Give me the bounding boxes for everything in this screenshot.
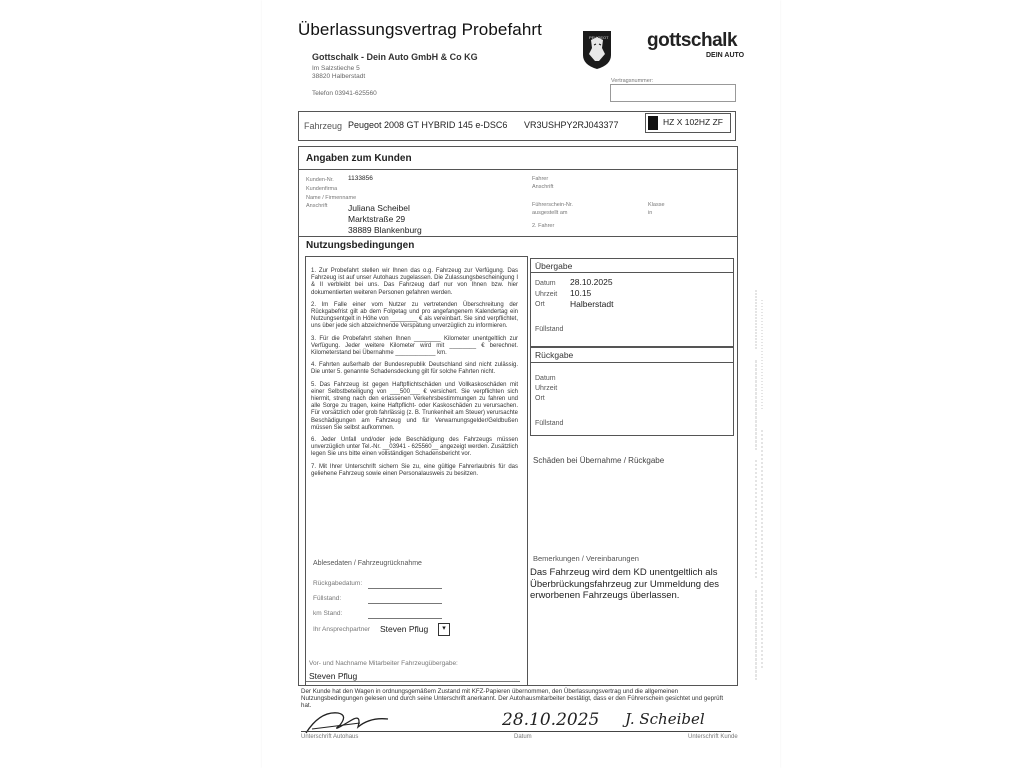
vehicle-label: Fahrzeug [304,121,343,131]
company-phone: Telefon 03941-625560 [312,90,377,97]
side-legal-text [748,290,768,680]
second-driver-label: 2. Fahrer [532,223,555,229]
handover-date: 28.10.2025 [570,277,613,287]
divider [298,236,738,237]
terms-paragraph: 6. Jeder Unfall und/oder jede Beschädigung des Fahrzeugs müssen unverzüglich unter Tel.-Nr. __03941 - 625560__ angezeigt werden. Zusätzlich legen Sie uns bitte einen vollständigen Schadensbericht vor. [311,437,518,458]
handover-time: 10.15 [570,288,592,298]
handover-place-label: Ort [535,301,545,308]
customer-city: 38889 Blankenburg [348,225,422,235]
footer-statement: Der Kunde hat den Wagen in ordnungsgemäßem Zustand mit KFZ-Papieren übernommen, den Überlassungsvertrag und die allgemeinen Nutzungsbedingungen gelesen und durch seine Unterschrift anerkannt. Der Autohausmitarbeiter bestätigt, dass er den Führerschein gesichtet und geprüft hat. [301,688,724,709]
divider [530,362,734,363]
dealer-sign-label: Unterschrift Autohaus [301,734,359,740]
vehicle-vin: VR3USHPY2RJ043377 [524,120,619,130]
return-date-field [368,588,442,589]
terms-paragraph: 4. Fahrten außerhalb der Bundesrepublik Deutschland sind nicht zulässig. Die unter 5. genannte Schadensdeckung gilt für solche Fahrten nicht. [311,362,518,376]
terms-paragraph: 7. Mit Ihrer Unterschrift sichern Sie zu, eine gültige Fahrerlaubnis für das geliehene Fahrzeug sowie einen Personalausweis zu besitzen. [311,463,518,477]
terms-paragraph: 1. Zur Probefahrt stellen wir Ihnen das o.g. Fahrzeug zur Verfügung. Das Fahrzeug ist auf unser Autohaus zugelassen. Die Zulassungsbescheinigung I & II verbleibt bei uns. Das Fahrzeug darf nur von Ihnen bzw. hier dokumentierten weiteren Personen gefahren werden. [311,268,518,296]
company-name: Gottschalk - Dein Auto GmbH & Co KG [312,52,478,62]
return-fuel-field [368,603,442,604]
handover-fuel-label: Füllstand [535,326,564,333]
remarks-text: Das Fahrzeug wird dem KD unentgeltlich als Überbrückungsfahrzeug zur Ummeldung des erworbenen Fahrzeugs überlassen. [530,567,720,601]
employee-field [306,681,520,682]
contract-number-label: Vertragsnummer: [611,78,654,84]
customer-firm-label: Kundenfirma [306,186,338,192]
customer-name: Juliana Scheibel [348,203,410,213]
return-time-label: Uhrzeit [535,385,558,392]
company-street: Im Salzstieche 5 [312,65,360,72]
return-date-label: Rückgabedatum: [313,580,363,587]
dropdown-button[interactable] [438,623,450,636]
handwritten-date: 28.10.2025 [502,710,600,730]
divider [298,169,738,170]
company-city: 38820 Halberstadt [312,73,366,80]
return-fuel-label: Füllstand: [313,595,342,602]
handover-heading: Übergabe [535,261,573,271]
license-label: Führerschein-Nr. [532,202,573,208]
driver-label: Fahrer [532,176,549,182]
terms-paragraph: 3. Für die Probefahrt stehen Ihnen ________ Kilometer unentgeltlich zur Verfügung. Jeder weitere Kilometer wird mit ________ € berechnet. Kilometerstand bei Übernahme ____________ km. [311,335,518,357]
terms-text [311,268,518,483]
customer-street: Marktstraße 29 [348,214,406,224]
lion-icon-label: PEUGEOT [589,35,609,40]
employee-label: Vor- und Nachname Mitarbeiter Fahrzeugübergabe: [309,660,458,667]
terms-heading: Nutzungsbedingungen [306,240,415,251]
customer-number-label: Kunden-Nr. [306,177,334,183]
license-issued-label: ausgestellt am [532,210,568,216]
customer-name-label: Name / Firmenname [306,195,357,201]
return-data-heading: Ablesedaten / Fahrzeugrücknahme [313,560,422,567]
damages-label: Schäden bei Übernahme / Rückgabe [533,456,665,465]
contract-number-field [610,84,736,102]
brand-logo: gottschalk [647,30,738,51]
return-heading: Rückgabe [535,350,574,360]
handover-date-label: Datum [535,280,556,287]
vehicle-plate: HZ X 102HZ ZF [663,117,723,127]
terms-paragraph: 5. Das Fahrzeug ist gegen Haftpflichtschäden und Vollkaskoschäden mit einer Selbstbeteiligung von ___500___ € versichert. Sie verpflichten sich hiermit, streng nach den erlassenen Verkehrsbestimmungen zu fahren und alle Sorge zu tragen, keine Haftpflicht- oder Kaskoschäden zu verursachen. Für vorsätzlich oder grob fahrlässig (z. B. Trunkenheit am Steuer) verursachte Beschädigungen am Fahrzeug und für Verwarnungsgelder/Geldbußen müssen Sie selbst aufkommen. [311,381,518,431]
brand-subtitle: DEIN AUTO [706,52,745,59]
vehicle-model: Peugeot 2008 GT HYBRID 145 e-DSC6 [348,120,508,130]
handover-place: Halberstadt [570,299,614,309]
plate-eu-strip [648,116,658,130]
signature-line [301,731,731,732]
customer-signature: J. Scheibel [625,710,705,728]
customer-address-label: Anschrift [306,203,328,209]
driver-address-label: Anschrift [532,184,554,190]
license-in-label: in [648,210,653,216]
return-km-label: km Stand: [313,610,343,617]
customer-number: 1133856 [348,175,373,182]
handover-time-label: Uhrzeit [535,291,558,298]
return-km-field [368,618,442,619]
terms-paragraph: 2. Im Falle einer vom Nutzer zu vertretenden Überschreitung der Rückgabefrist gilt ab dem Folgetag und pro angefangenem Kalendertag ein Nutzungsentgelt in Höhe von ________ € als vereinbart. Sie sind verpflichtet, uns über jede sich abzeichnende Verspätung unverzüglich zu informieren. [311,301,518,330]
chevron-down-icon: ▾ [442,625,446,632]
divider [530,272,734,273]
contact-label: Ihr Ansprechpartner [313,626,371,633]
customer-sign-label: Unterschrift Kunde [688,734,738,740]
document-title: Überlassungsvertrag Probefahrt [298,20,542,39]
return-fuel-label: Füllstand [535,420,564,427]
employee-value: Steven Pflug [309,671,358,681]
remarks-label: Bemerkungen / Vereinbarungen [533,554,639,563]
contact-value: Steven Pflug [380,624,429,634]
license-class-label: Klasse [648,202,665,208]
customer-heading: Angaben zum Kunden [306,153,412,164]
return-date-label: Datum [535,375,556,382]
return-place-label: Ort [535,395,545,402]
date-label: Datum [514,734,532,740]
